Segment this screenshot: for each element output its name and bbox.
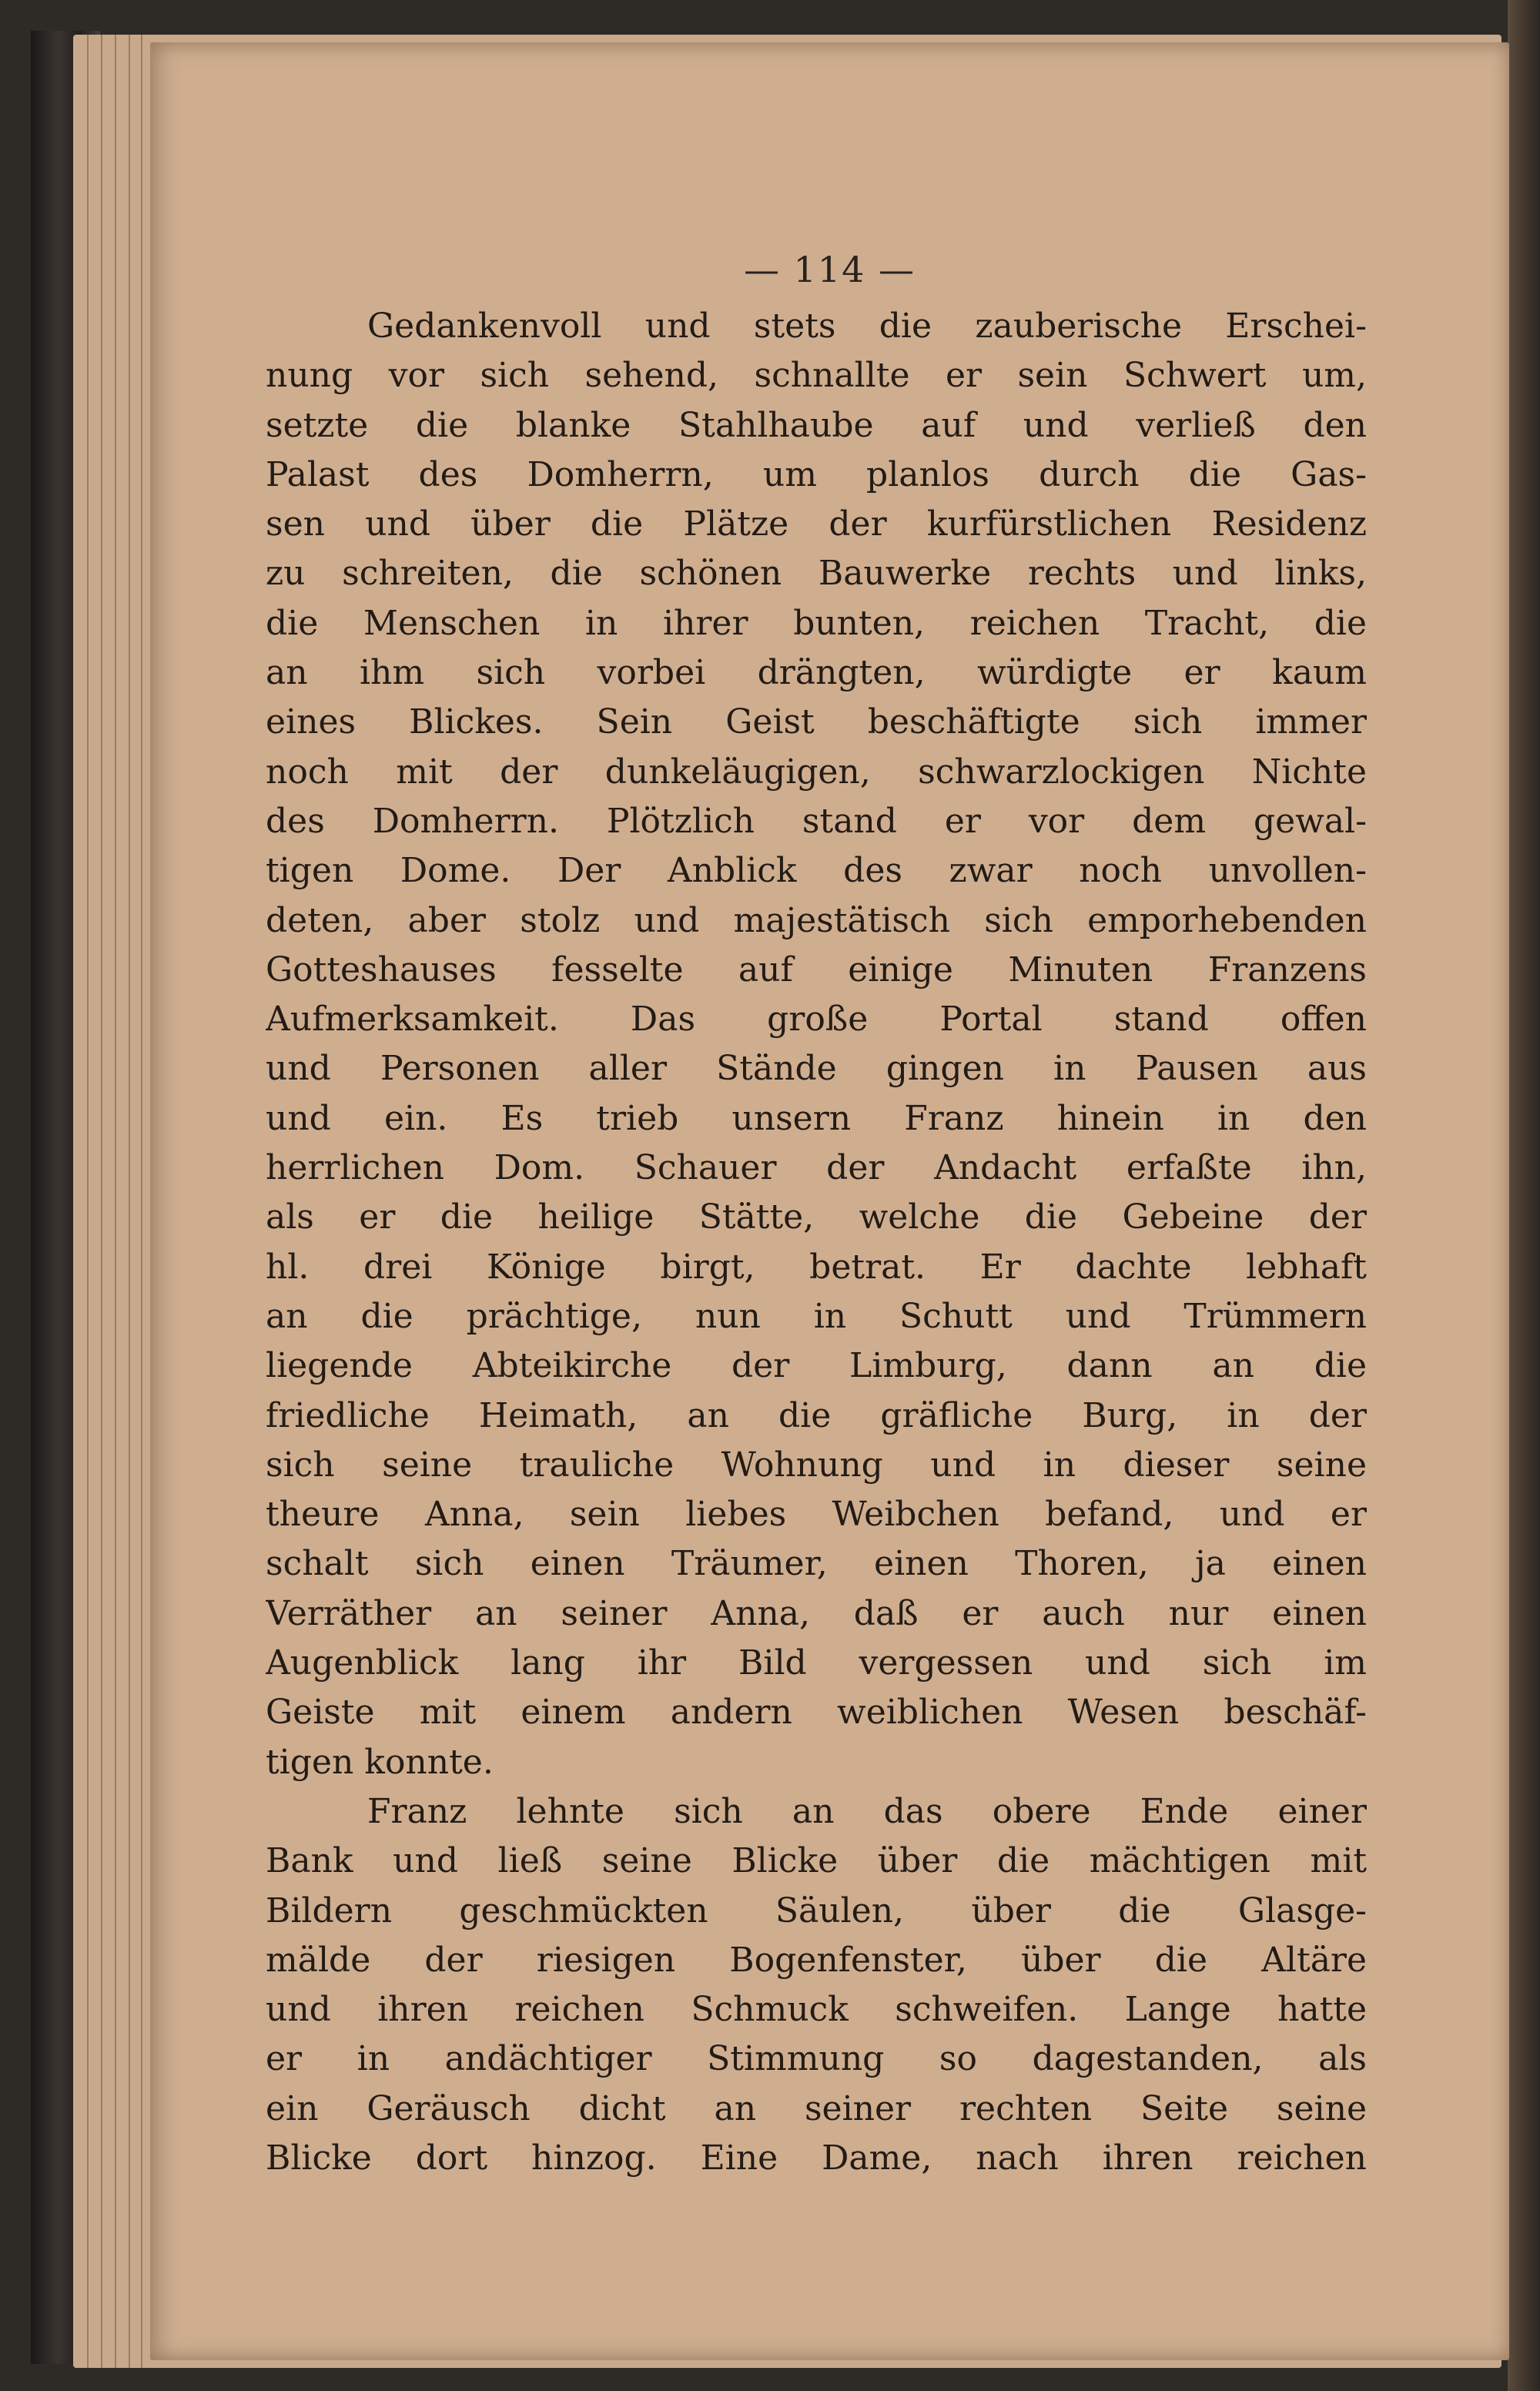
text-line: die Menschen in ihrer bunten, reichen Tracht, die xyxy=(266,603,1367,643)
text-line: zu schreiten, die schönen Bauwerke rechts und links, xyxy=(266,554,1367,594)
text-line: eines Blickes. Sein Geist beschäftigte sich immer xyxy=(266,702,1367,742)
text-line: liegende Abteikirche der Limburg, dann an die xyxy=(266,1346,1367,1386)
text-line: Gedankenvoll und stets die zauberische Erschei- xyxy=(367,306,1367,346)
page-edge-line xyxy=(101,35,105,2368)
text-line: Verräther an seiner Anna, daß er auch nur einen xyxy=(266,1593,1367,1633)
text-line: Franz lehnte sich an das obere Ende einer xyxy=(367,1791,1367,1831)
text-line: nung vor sich sehend, schnallte er sein Schwert um, xyxy=(266,356,1367,396)
page-edge-line xyxy=(129,35,133,2368)
text-line: Blicke dort hinzog. Eine Dame, nach ihren reichen xyxy=(266,2138,1367,2178)
text-line: Geiste mit einem andern weiblichen Wesen beschäf- xyxy=(266,1693,1367,1733)
text-line: hl. drei Könige birgt, betrat. Er dachte lebhaft xyxy=(266,1247,1367,1287)
text-line: und ihren reichen Schmuck schweifen. Lange hatte xyxy=(266,1990,1367,2030)
text-line: ein Geräusch dicht an seiner rechten Seite seine xyxy=(266,2088,1367,2128)
page-number: — 114 — xyxy=(743,249,916,290)
text-line: Aufmerksamkeit. Das große Portal stand offen xyxy=(266,1000,1367,1040)
text-line: tigen konnte. xyxy=(266,1742,494,1782)
text-line: sich seine trauliche Wohnung und in dieser seine xyxy=(266,1445,1367,1485)
page-edge-line xyxy=(115,35,119,2368)
text-line: des Domherrn. Plötzlich stand er vor dem gewal- xyxy=(266,801,1367,841)
text-line: friedliche Heimath, an die gräfliche Burg, in der xyxy=(266,1395,1367,1435)
page-edge-line xyxy=(87,35,92,2368)
text-line: theure Anna, sein liebes Weibchen befand, und er xyxy=(266,1495,1367,1535)
text-line: tigen Dome. Der Anblick des zwar noch unvollen- xyxy=(266,851,1367,891)
text-line: er in andächtiger Stimmung so dagestanden, als xyxy=(266,2039,1367,2079)
text-line: mälde der riesigen Bogenfenster, über die Altäre xyxy=(266,1940,1367,1980)
text-line: und Personen aller Stände gingen in Pausen aus xyxy=(266,1049,1367,1089)
text-line: als er die heilige Stätte, welche die Gebeine der xyxy=(266,1197,1367,1237)
page-edge-line xyxy=(141,35,146,2368)
text-line: an die prächtige, nun in Schutt und Trümmern xyxy=(266,1296,1367,1336)
text-line: sen und über die Plätze der kurfürstlichen Residenz xyxy=(266,504,1367,544)
text-line: Bank und ließ seine Blicke über die mächtigen mit xyxy=(266,1841,1367,1881)
text-line: noch mit der dunkeläugigen, schwarzlockigen Nichte xyxy=(266,752,1367,792)
text-line: Gotteshauses fesselte auf einige Minuten Franzens xyxy=(266,949,1367,990)
text-line: herrlichen Dom. Schauer der Andacht erfaßte ihn, xyxy=(266,1148,1367,1188)
page-body-text xyxy=(266,302,1367,2183)
background-right xyxy=(1508,0,1540,2391)
text-line: schalt sich einen Träumer, einen Thoren, ja einen xyxy=(266,1544,1367,1584)
text-line: an ihm sich vorbei drängten, würdigte er kaum xyxy=(266,653,1367,693)
text-line: Bildern geschmückten Säulen, über die Glasge- xyxy=(266,1890,1367,1931)
text-line: setzte die blanke Stahlhaube auf und verließ den xyxy=(266,405,1367,445)
text-line: und ein. Es trieb unsern Franz hinein in den xyxy=(266,1098,1367,1138)
text-line: Palast des Domherrn, um planlos durch die Gas- xyxy=(266,454,1367,494)
text-line: Augenblick lang ihr Bild vergessen und sich im xyxy=(266,1643,1367,1683)
text-line: deten, aber stolz und majestätisch sich emporhebenden xyxy=(266,900,1367,940)
